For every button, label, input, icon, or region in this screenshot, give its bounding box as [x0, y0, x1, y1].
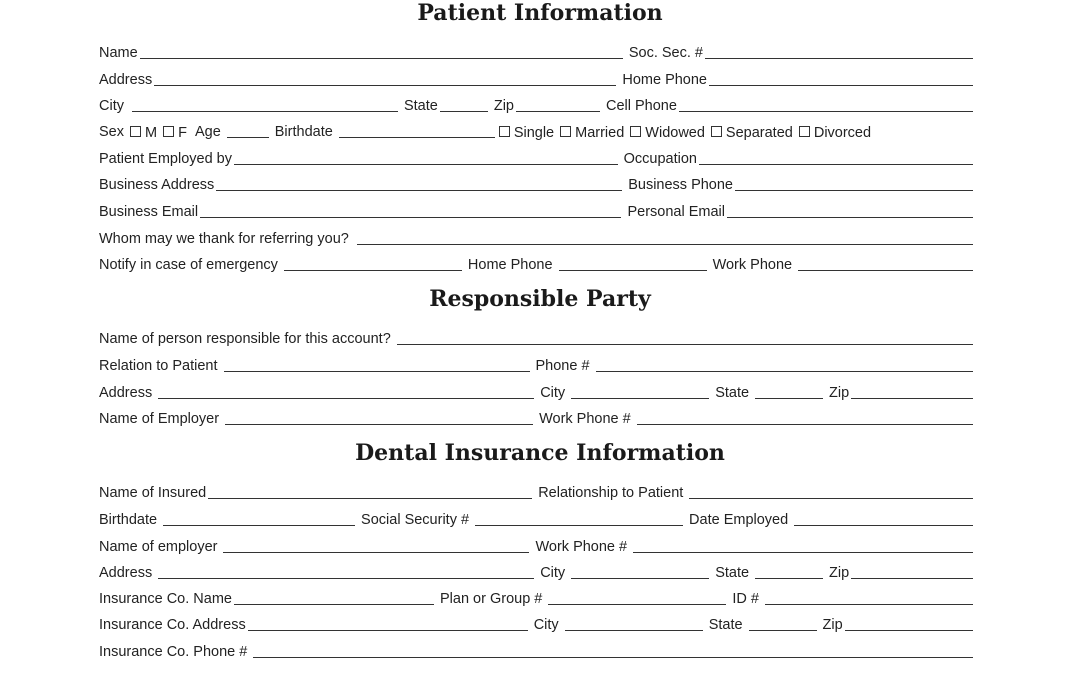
- responsible-zip-field[interactable]: [851, 384, 973, 399]
- checkbox-box: [560, 126, 571, 137]
- sex-m-label: M: [145, 125, 158, 141]
- responsible-address-label: Address: [99, 385, 153, 401]
- responsible-party-heading: Responsible Party: [429, 286, 651, 312]
- row-relation-phone: [99, 355, 973, 375]
- row-name-ssn: [99, 42, 973, 62]
- state-label: State: [403, 98, 438, 114]
- zip-label: Zip: [493, 98, 514, 114]
- city-field[interactable]: [132, 97, 398, 112]
- row-referral: [99, 228, 973, 248]
- divorced-checkbox[interactable]: [795, 125, 873, 141]
- insured-address-field[interactable]: [158, 564, 534, 579]
- company-name-field[interactable]: [234, 590, 434, 605]
- business-phone-field[interactable]: [735, 176, 973, 191]
- married-checkbox[interactable]: [556, 125, 626, 141]
- responsible-work-phone-label: Work Phone #: [539, 411, 631, 427]
- business-address-label: Business Address: [99, 177, 215, 193]
- insured-employer-field[interactable]: [223, 538, 529, 553]
- zip-field[interactable]: [516, 97, 600, 112]
- responsible-person-label: Name of person responsible for this account?: [99, 331, 391, 347]
- birthdate-field[interactable]: [339, 123, 495, 138]
- insured-zip-label: Zip: [829, 565, 850, 581]
- personal-email-label: Personal Email: [627, 204, 725, 220]
- city-label: City: [99, 98, 124, 114]
- single-checkbox[interactable]: [495, 125, 556, 141]
- insured-work-phone-field[interactable]: [633, 538, 973, 553]
- row-insured: [99, 482, 973, 502]
- insured-birthdate-field[interactable]: [163, 511, 355, 526]
- company-address-label: Insurance Co. Address: [99, 617, 246, 633]
- emergency-label: Notify in case of emergency: [99, 257, 278, 273]
- company-zip-label: Zip: [822, 617, 843, 633]
- widowed-checkbox[interactable]: [626, 125, 707, 141]
- plan-label: Plan or Group #: [439, 591, 543, 607]
- responsible-city-label: City: [540, 385, 566, 401]
- business-email-field[interactable]: [200, 203, 621, 218]
- age-field[interactable]: [227, 123, 269, 138]
- row-responsible-address: [99, 382, 973, 402]
- relationship-field[interactable]: [689, 484, 973, 499]
- separated-label: Separated: [725, 125, 793, 141]
- insured-ssn-label: Social Security #: [361, 512, 470, 528]
- home-phone-label: Home Phone: [622, 72, 707, 88]
- checkbox-box: [799, 126, 810, 137]
- emergency-work-phone-label: Work Phone: [712, 257, 793, 273]
- sex-f-checkbox[interactable]: [159, 125, 189, 141]
- responsible-phone-field[interactable]: [596, 357, 973, 372]
- insured-birthdate-label: Birthdate: [99, 512, 158, 528]
- row-sex-marital: [99, 121, 973, 141]
- home-phone-field[interactable]: [709, 71, 973, 86]
- row-city-cell: [99, 95, 973, 115]
- insured-employer-label: Name of employer: [99, 539, 218, 555]
- company-phone-field[interactable]: [253, 643, 973, 658]
- id-label: ID #: [732, 591, 759, 607]
- patient-information-heading: Patient Information: [417, 0, 663, 26]
- insured-work-phone-label: Work Phone #: [535, 539, 628, 555]
- insured-state-label: State: [715, 565, 750, 581]
- company-phone-label: Insurance Co. Phone #: [99, 644, 248, 660]
- personal-email-field[interactable]: [727, 203, 973, 218]
- date-employed-label: Date Employed: [689, 512, 789, 528]
- business-phone-label: Business Phone: [628, 177, 733, 193]
- widowed-label: Widowed: [645, 125, 705, 141]
- emergency-home-phone-field[interactable]: [559, 256, 707, 271]
- insured-name-field[interactable]: [208, 484, 532, 499]
- row-address-homephone: [99, 69, 973, 89]
- row-insured-employer: [99, 536, 973, 556]
- cell-phone-field[interactable]: [679, 97, 973, 112]
- insured-city-label: City: [540, 565, 566, 581]
- row-insurance-company-phone: [99, 641, 973, 661]
- responsible-employer-label: Name of Employer: [99, 411, 220, 427]
- referral-label: Whom may we thank for referring you?: [99, 231, 349, 247]
- responsible-state-field[interactable]: [755, 384, 823, 399]
- emergency-work-phone-field[interactable]: [798, 256, 973, 271]
- occupation-field[interactable]: [699, 150, 973, 165]
- responsible-person-field[interactable]: [397, 330, 973, 345]
- occupation-label: Occupation: [623, 151, 697, 167]
- name-label: Name: [99, 45, 138, 61]
- checkbox-box: [711, 126, 722, 137]
- insured-address-label: Address: [99, 565, 153, 581]
- row-insurance-company: [99, 588, 973, 608]
- responsible-phone-label: Phone #: [535, 358, 590, 374]
- single-label: Single: [513, 125, 555, 141]
- plan-field[interactable]: [548, 590, 726, 605]
- responsible-employer-field[interactable]: [225, 410, 533, 425]
- row-insured-birthdate: [99, 509, 973, 529]
- sex-label: Sex: [99, 124, 124, 140]
- address-field[interactable]: [154, 71, 616, 86]
- company-name-label: Insurance Co. Name: [99, 591, 232, 607]
- relationship-label: Relationship to Patient: [538, 485, 684, 501]
- row-employer-occupation: [99, 148, 973, 168]
- company-city-label: City: [533, 617, 559, 633]
- insured-state-field[interactable]: [755, 564, 823, 579]
- row-responsible-person: [99, 328, 973, 348]
- row-insurance-company-address: [99, 614, 973, 634]
- insured-name-label: Name of Insured: [99, 485, 207, 501]
- row-business-personal-email: [99, 201, 973, 221]
- cell-phone-label: Cell Phone: [606, 98, 677, 114]
- relation-label: Relation to Patient: [99, 358, 218, 374]
- responsible-city-field[interactable]: [571, 384, 709, 399]
- checkbox-box: [630, 126, 641, 137]
- birthdate-label: Birthdate: [274, 124, 333, 140]
- ssn-field[interactable]: [705, 44, 973, 59]
- row-business-address-phone: [99, 174, 973, 194]
- company-city-field[interactable]: [565, 616, 703, 631]
- row-emergency: [99, 254, 973, 274]
- checkbox-box: [163, 126, 174, 137]
- row-responsible-employer: [99, 408, 973, 428]
- relation-field[interactable]: [224, 357, 530, 372]
- date-employed-field[interactable]: [794, 511, 973, 526]
- row-insured-address: [99, 562, 973, 582]
- emergency-home-phone-label: Home Phone: [467, 257, 553, 273]
- checkbox-box: [130, 126, 141, 137]
- employed-by-field[interactable]: [234, 150, 618, 165]
- separated-checkbox[interactable]: [707, 125, 795, 141]
- state-field[interactable]: [440, 97, 488, 112]
- name-field[interactable]: [140, 44, 623, 59]
- sex-m-checkbox[interactable]: [126, 125, 159, 141]
- company-zip-field[interactable]: [845, 616, 973, 631]
- company-state-field[interactable]: [749, 616, 817, 631]
- company-address-field[interactable]: [248, 616, 528, 631]
- responsible-address-field[interactable]: [158, 384, 534, 399]
- responsible-zip-label: Zip: [829, 385, 850, 401]
- responsible-state-label: State: [715, 385, 750, 401]
- insured-city-field[interactable]: [571, 564, 709, 579]
- address-label: Address: [99, 72, 153, 88]
- business-address-field[interactable]: [216, 176, 622, 191]
- emergency-contact-field[interactable]: [284, 256, 462, 271]
- responsible-work-phone-field[interactable]: [637, 410, 973, 425]
- business-email-label: Business Email: [99, 204, 199, 220]
- company-state-label: State: [708, 617, 743, 633]
- ssn-label: Soc. Sec. #: [628, 45, 703, 61]
- id-field[interactable]: [765, 590, 973, 605]
- divorced-label: Divorced: [813, 125, 872, 141]
- sex-f-label: F: [178, 125, 187, 141]
- insured-zip-field[interactable]: [851, 564, 973, 579]
- referral-field[interactable]: [357, 230, 973, 245]
- insured-ssn-field[interactable]: [475, 511, 683, 526]
- employed-by-label: Patient Employed by: [99, 151, 232, 167]
- age-label: Age: [194, 124, 221, 140]
- checkbox-box: [499, 126, 510, 137]
- dental-insurance-heading: Dental Insurance Information: [355, 440, 725, 466]
- married-label: Married: [575, 125, 625, 141]
